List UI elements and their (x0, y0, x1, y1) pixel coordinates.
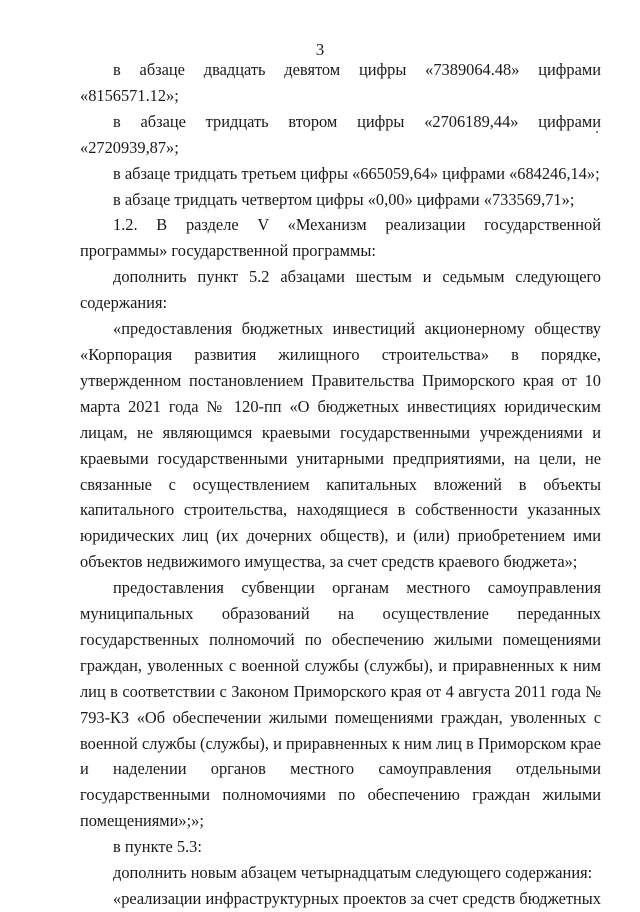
paragraph-amendment-33: в абзаце тридцать третьем цифры «665059,64» цифрами «684246,14»; (113, 163, 600, 183)
paragraph-amendment-29: в абзаце двадцать девятом цифры «7389064.48» цифрами «8156571.12»; (80, 60, 601, 105)
paragraph-amendment-34: в абзаце тридцать четвертом цифры «0,00» цифрами «733569,71»; (113, 189, 575, 209)
document-body (80, 57, 601, 912)
scan-speck (596, 131, 598, 133)
paragraph-subventions: предоставления субвенции органам местного самоуправления муниципальных образований на осуществление переданных государственных полномочий по обеспечению жилыми помещениями граждан, уволенных с военной службы (службы), и приравненных к ним лиц в соответствии с Законом Приморского края от 4 августа 2011 года № 793-КЗ «Об обеспечении жилыми помещениями граждан, уволенных с военной службы (службы), и приравненных к ним лиц в Приморском крае и наделении органов местного самоуправления отдельными государственными полномочиями по обеспечению граждан жилыми помещениями»;»; (80, 578, 601, 831)
paragraph-budget-investments: «предоставления бюджетных инвестиций акционерному обществу «Корпорация развития жилищного строительства» в порядке, утвержденном постановлением Правительства Приморского края от 10 марта 2021 года № 120-пп «О бюджетных инвестициях юридическим лицам, не являющимся краевыми государственными учреждениями и краевыми государственными унитарными предприятиями, на цели, не связанные с осуществлением капитальных вложений в объекты капитального строительства, находящиеся в собственности указанных юридических лиц (их дочерних обществ), и (или) приобретением ими объектов недвижимого имущества, за счет средств краевого бюджета»; (80, 319, 601, 572)
paragraph-supplement-5-2: дополнить пункт 5.2 абзацами шестым и седьмым следующего содержания: (80, 267, 601, 313)
paragraph-infrastructure-projects: «реализации инфраструктурных проектов за счет средств бюджетных (113, 889, 601, 908)
paragraph-amendment-32: в абзаце тридцать втором цифры «2706189,44» цифрами «2720939,87»; (80, 111, 601, 157)
paragraph-supplement-14: дополнить новым абзацем четырнадцатым следующего содержания: (113, 863, 593, 883)
paragraph-item-5-3: в пункте 5.3: (113, 837, 202, 857)
page-number: 3 (315, 40, 325, 59)
paragraph-section-1-2: 1.2. В разделе V «Механизм реализации государственной программы» государственной программы: (80, 215, 601, 261)
